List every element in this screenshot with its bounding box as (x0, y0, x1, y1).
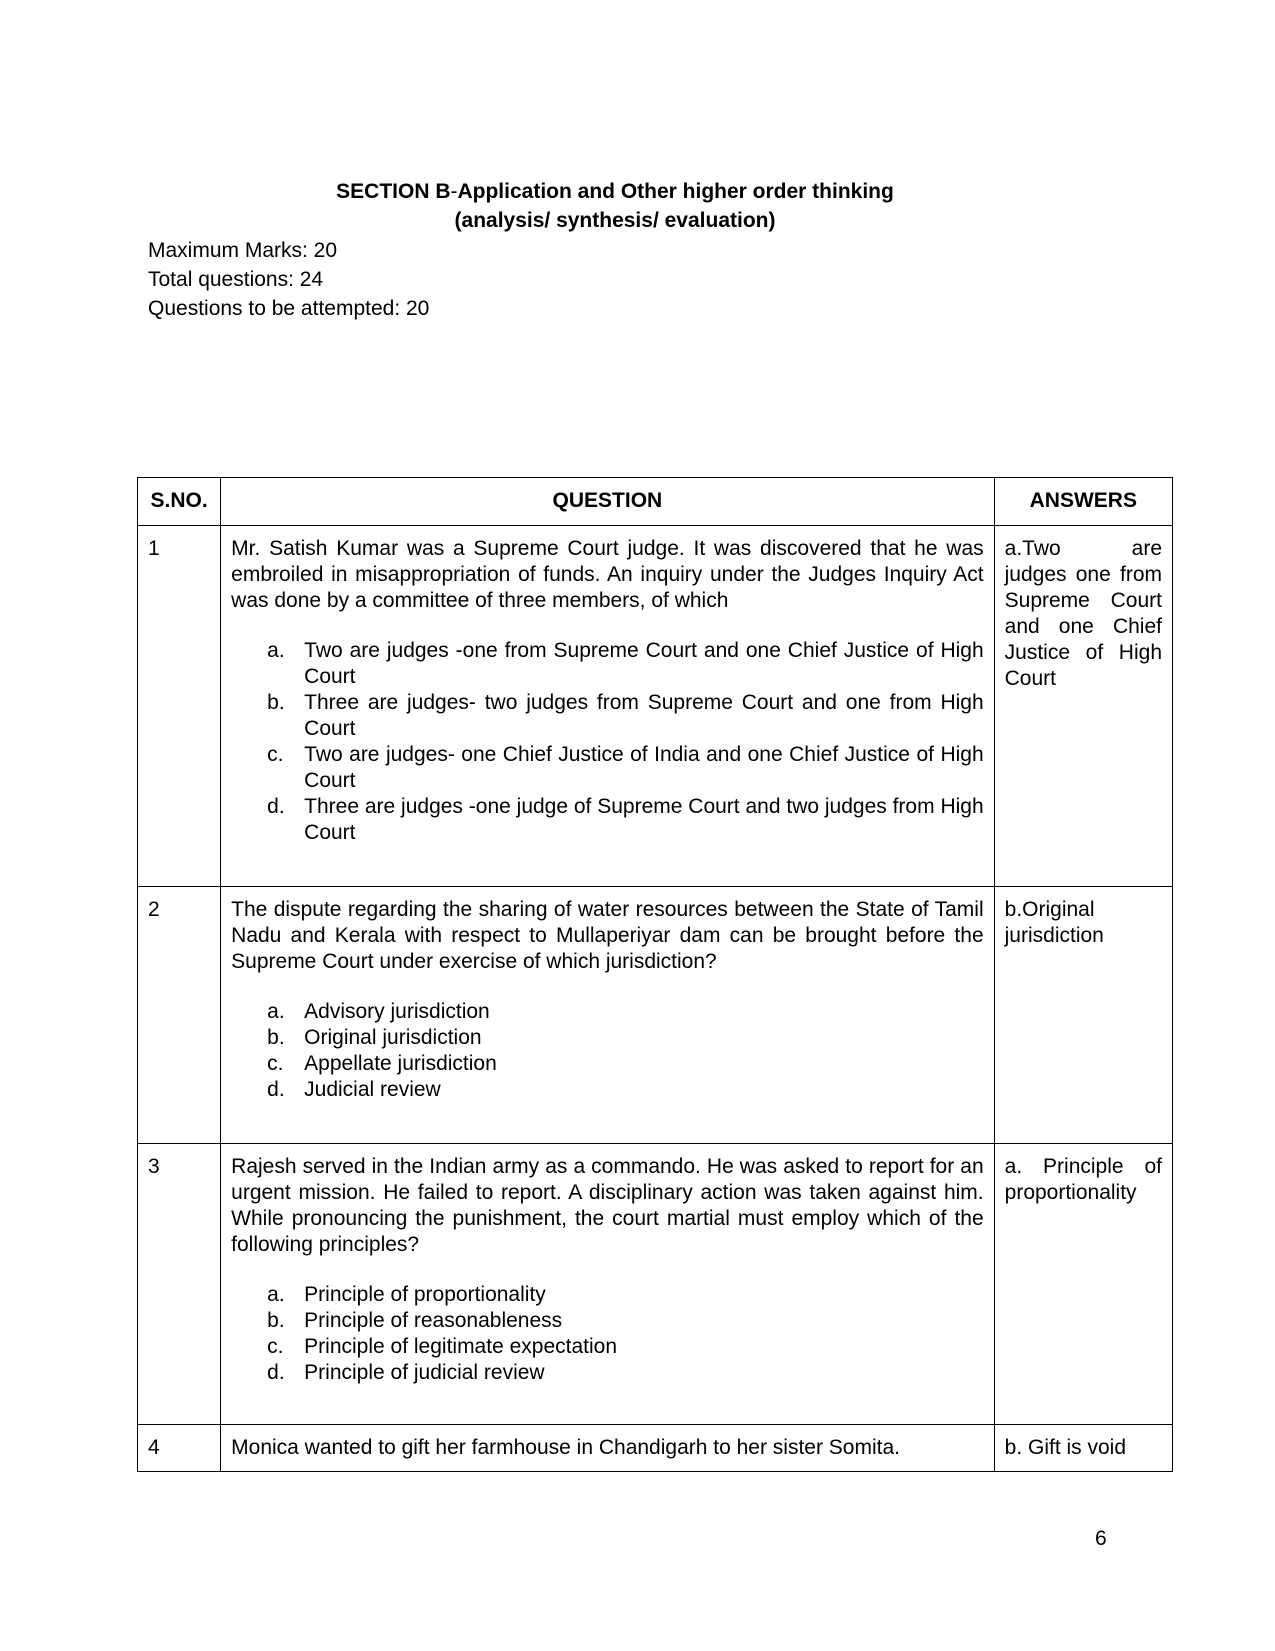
option-label: b. (267, 1026, 285, 1049)
header-answers: ANSWERS (994, 478, 1172, 526)
option-label: d. (267, 1078, 285, 1101)
questions-to-attempt: Questions to be attempted: 20 (148, 297, 430, 320)
option-text: Two are judges- one Chief Justice of India and one Chief Justice of High Court (304, 743, 984, 792)
row-question-cell (221, 887, 994, 1144)
option-item (231, 1051, 983, 1077)
total-questions: Total questions: 24 (148, 268, 324, 291)
option-item (231, 999, 983, 1025)
option-item (231, 1077, 983, 1103)
table-row (138, 1425, 1173, 1472)
page-number: 6 (1095, 1527, 1107, 1550)
option-text: Principle of legitimate expectation (304, 1335, 617, 1358)
answer-text: b. Gift is void (1004, 1436, 1127, 1459)
option-text: Three are judges- two judges from Supreme Court and one from High Court (304, 691, 984, 740)
option-label: d. (267, 795, 285, 818)
option-item (231, 742, 983, 794)
option-label: b. (267, 1309, 285, 1332)
row-question-cell (221, 1144, 994, 1425)
option-label: c. (267, 743, 284, 766)
option-item (231, 1360, 983, 1386)
row-answer-cell (994, 526, 1172, 887)
option-text: Advisory jurisdiction (304, 1000, 490, 1023)
row-sno: 2 (138, 887, 221, 1144)
row-question-cell (221, 1425, 994, 1472)
row-sno: 1 (138, 526, 221, 887)
option-item (231, 1334, 983, 1360)
option-label: a. (267, 639, 285, 662)
header-sno: S.NO. (138, 478, 221, 526)
question-text: Mr. Satish Kumar was a Supreme Court judge. It was discovered that he was embroiled in misappropriation of funds. An inquiry under the Judges Inquiry Act was done by a committee of three members, of which (231, 537, 984, 612)
table-row (138, 887, 1173, 1144)
option-item (231, 1025, 983, 1051)
option-item (231, 638, 983, 690)
question-text: Rajesh served in the Indian army as a commando. He was asked to report for an urgent mission. He failed to report. A disciplinary action was taken against him. While pronouncing the punishment, the court martial must employ which of the following principles? (231, 1155, 984, 1256)
option-text: Principle of judicial review (304, 1361, 545, 1384)
table-row (138, 1144, 1173, 1425)
option-item (231, 794, 983, 846)
option-text: Three are judges -one judge of Supreme Court and two judges from High Court (304, 795, 984, 844)
section-separator: - (450, 180, 458, 203)
section-title: Application and Other higher order thinking (457, 180, 894, 203)
question-text: The dispute regarding the sharing of water resources between the State of Tamil Nadu and Kerala with respect to Mullaperiyar dam can be brought before the Supreme Court under exercise of which jurisdiction? (231, 898, 984, 973)
questions-table (137, 477, 1173, 1472)
option-label: a. (267, 1283, 285, 1306)
answer-text: a. Principle of proportionality (1004, 1155, 1162, 1204)
question-text: Monica wanted to gift her farmhouse in Chandigarh to her sister Somita. (231, 1436, 900, 1459)
options-list (231, 999, 983, 1103)
options-list (231, 1282, 983, 1386)
answer-text: a.Two are judges one from Supreme Court and one Chief Justice of High Court (1004, 537, 1162, 690)
row-answer-cell (994, 887, 1172, 1144)
option-text: Two are judges -one from Supreme Court and one Chief Justice of High Court (304, 639, 984, 688)
option-text: Principle of reasonableness (304, 1309, 563, 1332)
option-text: Judicial review (304, 1078, 441, 1101)
option-label: b. (267, 691, 285, 714)
option-label: a. (267, 1000, 285, 1023)
option-text: Principle of proportionality (304, 1283, 546, 1306)
section-heading (0, 177, 1230, 206)
table-row (138, 526, 1173, 887)
maximum-marks: Maximum Marks: 20 (148, 239, 338, 262)
options-list (231, 638, 983, 846)
option-label: d. (267, 1361, 285, 1384)
option-item (231, 690, 983, 742)
table-header-row (138, 478, 1173, 526)
row-sno: 3 (138, 1144, 221, 1425)
row-sno: 4 (138, 1425, 221, 1472)
option-label: c. (267, 1335, 284, 1358)
option-item (231, 1308, 983, 1334)
row-answer-cell (994, 1144, 1172, 1425)
option-text: Original jurisdiction (304, 1026, 482, 1049)
section-subtitle: (analysis/ synthesis/ evaluation) (454, 209, 776, 232)
option-text: Appellate jurisdiction (304, 1052, 497, 1075)
option-label: c. (267, 1052, 284, 1075)
row-question-cell (221, 526, 994, 887)
section-label: SECTION B (336, 180, 451, 203)
row-answer-cell (994, 1425, 1172, 1472)
answer-text: b.Original jurisdiction (1004, 898, 1104, 947)
header-question: QUESTION (221, 478, 994, 526)
option-item (231, 1282, 983, 1308)
